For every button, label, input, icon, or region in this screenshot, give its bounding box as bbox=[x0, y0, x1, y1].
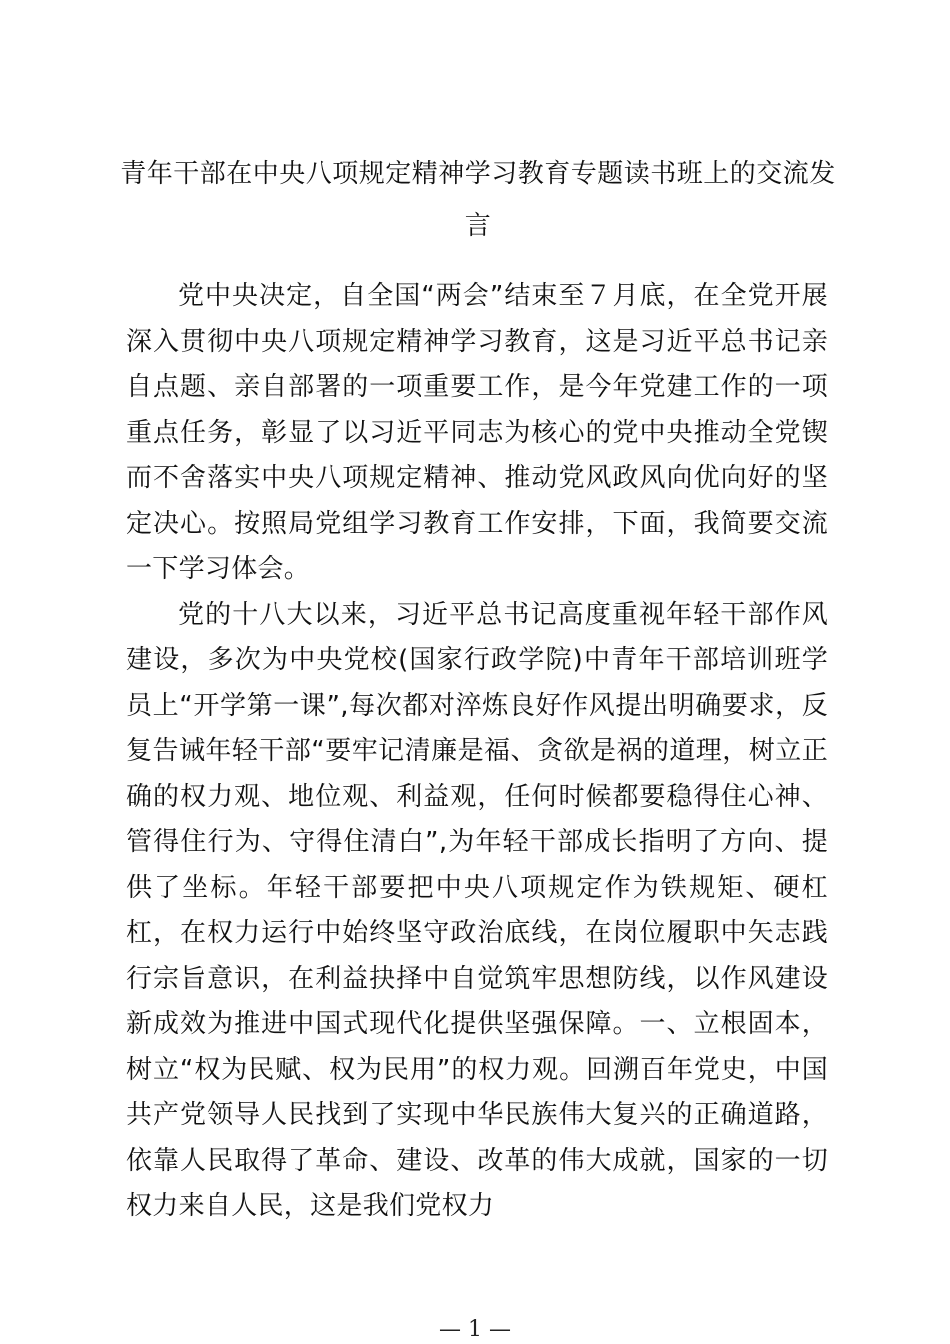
body-paragraph-1: 党中央决定，自全国“两会”结束至７月底，在全党开展深入贯彻中央八项规定精神学习教育，这是习近平总书记亲自点题、亲自部署的一项重要工作，是今年党建工作的一项重点任务，彰显了以习近平同志为核心的党中央推动全党锲而不舍落实中央八项规定精神、推动党风政风向优向好的坚定决心。按照局党组学习教育工作安排，下面，我简要交流一下学习体会。 bbox=[126, 281, 828, 584]
document-title: 青年干部在中央八项规定精神学习教育专题读书班上的交流发言 bbox=[120, 159, 836, 241]
body-paragraph-2: 党的十八大以来，习近平总书记高度重视年轻干部作风建设，多次为中央党校(国家行政学院)中青年干部培训班学员上“开学第一课”,每次都对淬炼良好作风提出明确要求，反复告诫年轻干部“要牢记清廉是福、贪欲是祸的道理，树立正确的权力观、地位观、利益观，任何时候都要稳得住心神、管得住行为、守得住清白”,为年轻干部成长指明了方向、提供了坐标。年轻干部要把中央八项规定作为铁规矩、硬杠杠，在权力运行中始终坚守政治底线，在岗位履职中矢志践行宗旨意识，在利益抉择中自觉筑牢思想防线，以作风建设新成效为推进中国式现代化提供坚强保障。一、立根固本，树立“权为民赋、权为民用”的权力观。回溯百年党史，中国共产党领导人民找到了实现中华民族伟大复兴的正确道路，依靠人民取得了革命、建设、改革的伟大成就，国家的一切权力来自人民，这是我们党权力 bbox=[126, 599, 828, 1221]
document-body bbox=[126, 274, 828, 1230]
page-number: — 1 — bbox=[439, 1317, 511, 1342]
